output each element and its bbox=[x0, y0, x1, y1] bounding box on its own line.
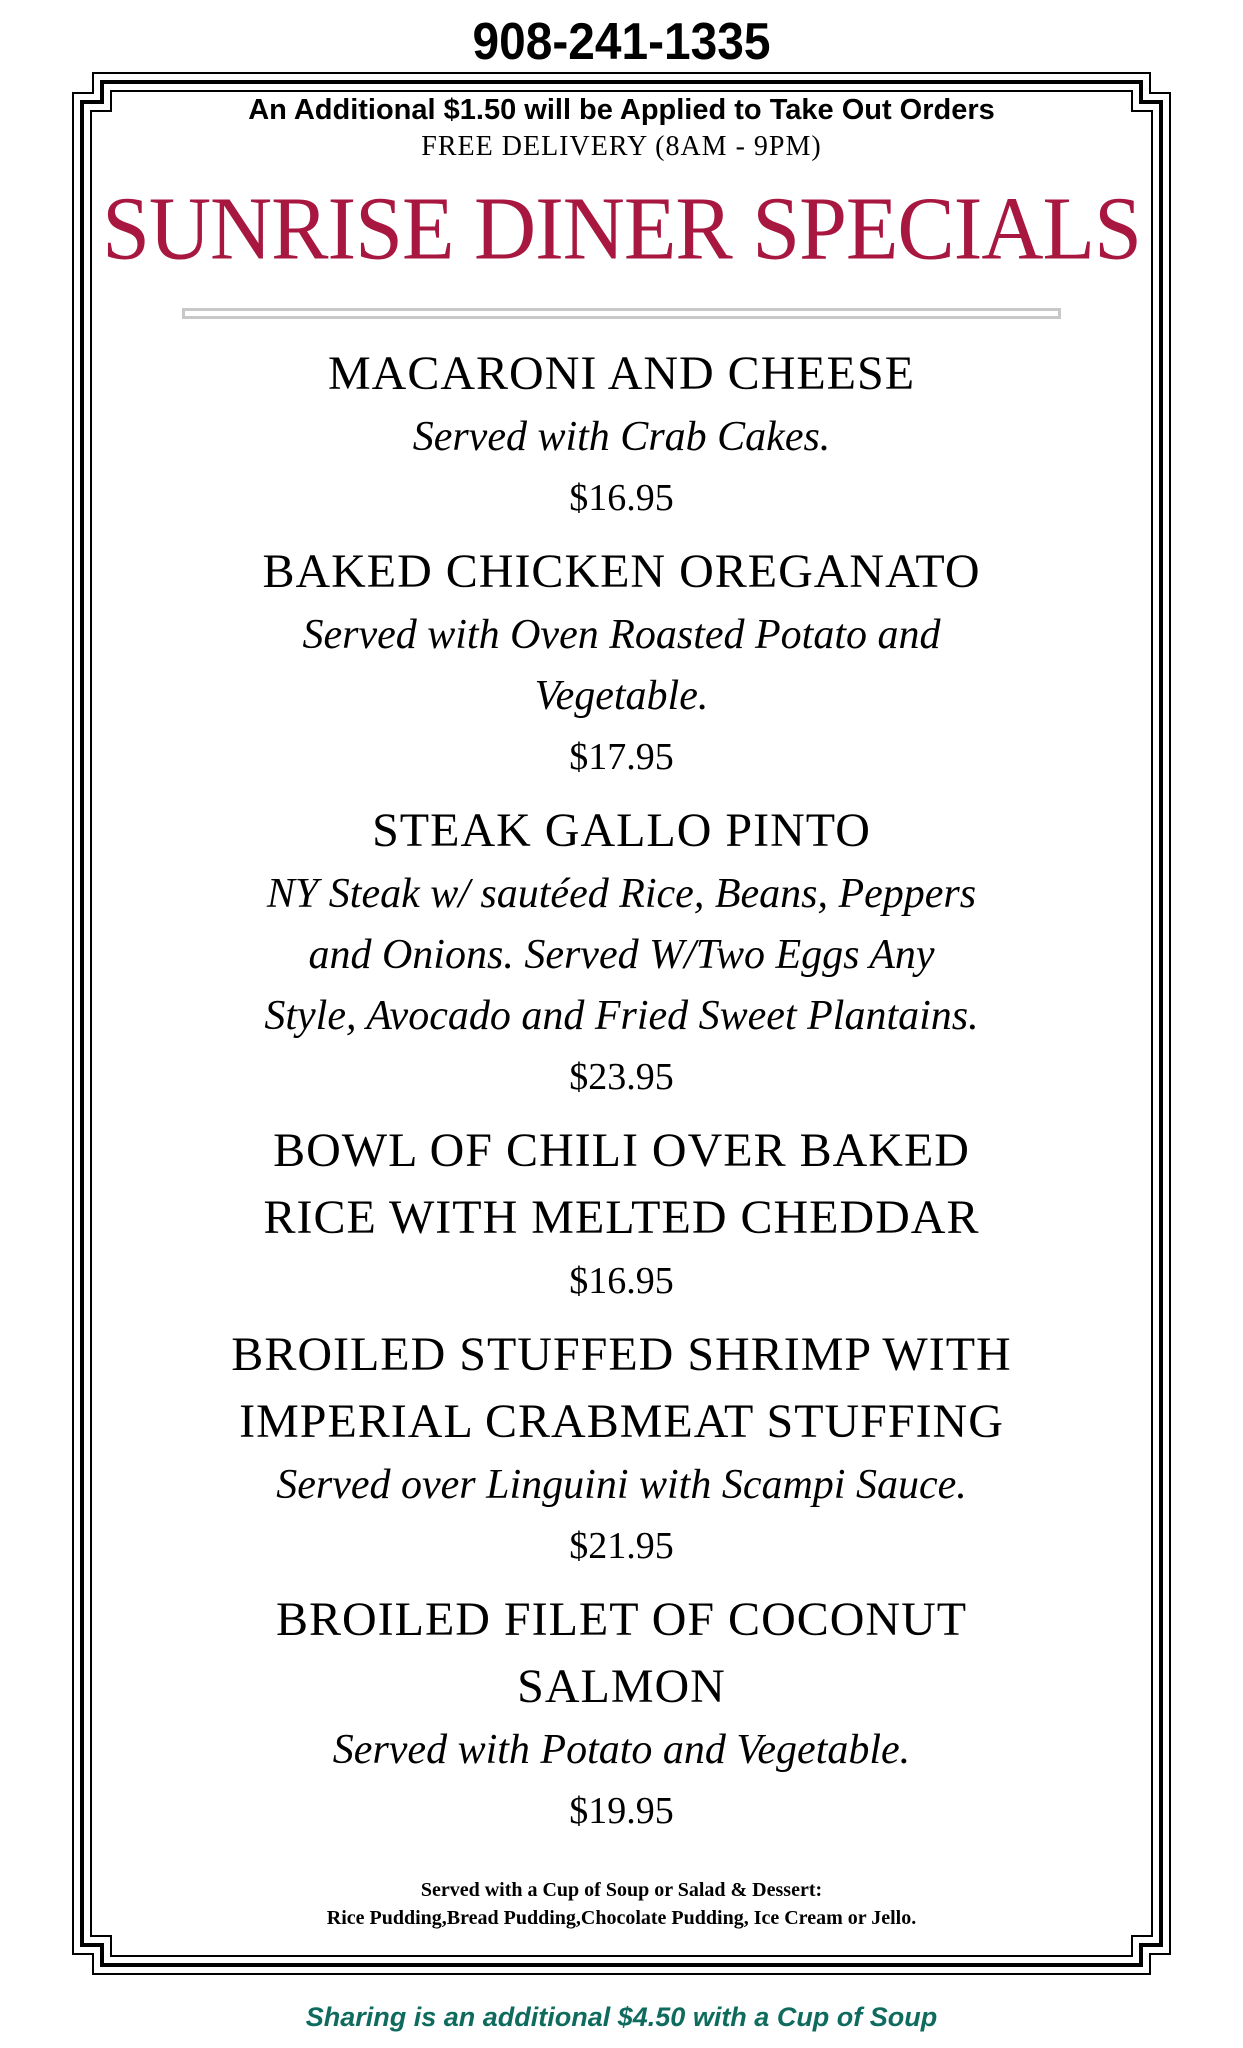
item-price: $23.95 bbox=[569, 1056, 674, 1098]
item-name: MACARONI AND CHEESE bbox=[327, 347, 916, 400]
menu-item bbox=[0, 1117, 1243, 1311]
item-name: BAKED CHICKEN OREGANATO bbox=[262, 545, 981, 598]
item-name: RICE WITH MELTED CHEDDAR bbox=[263, 1191, 980, 1244]
sharing-notice: Sharing is an additional $4.50 with a Cup of Soup bbox=[305, 2002, 938, 2032]
sides-note-line2: Rice Pudding,Bread Pudding,Chocolate Pudding, Ice Cream or Jello. bbox=[326, 1907, 917, 1929]
item-description: Served with Crab Cakes. bbox=[412, 414, 831, 460]
menu-item bbox=[0, 797, 1243, 1107]
item-name: BOWL OF CHILI OVER BAKED bbox=[273, 1124, 970, 1177]
item-name: SALMON bbox=[517, 1660, 726, 1713]
phone-number: 908-241-1335 bbox=[472, 13, 771, 71]
item-description: Served with Oven Roasted Potato and bbox=[302, 612, 941, 658]
title-divider bbox=[182, 308, 1061, 319]
item-description: Style, Avocado and Fried Sweet Plantains. bbox=[264, 993, 979, 1039]
item-name: IMPERIAL CRABMEAT STUFFING bbox=[239, 1395, 1004, 1448]
sides-note bbox=[0, 1876, 1243, 1932]
item-description: NY Steak w/ sautéed Rice, Beans, Peppers bbox=[266, 871, 977, 917]
item-price: $21.95 bbox=[569, 1525, 674, 1567]
item-name: STEAK GALLO PINTO bbox=[372, 804, 871, 857]
delivery-notice: FREE DELIVERY (8AM - 9PM) bbox=[421, 131, 822, 162]
item-description: Vegetable. bbox=[534, 673, 709, 719]
menu-item bbox=[0, 1321, 1243, 1576]
menu-item bbox=[0, 538, 1243, 787]
menu-title: SUNRISE DINER SPECIALS bbox=[102, 177, 1141, 279]
item-name: BROILED FILET OF COCONUT bbox=[275, 1593, 968, 1646]
item-description: Served with Potato and Vegetable. bbox=[332, 1727, 911, 1773]
item-price: $16.95 bbox=[569, 477, 674, 519]
item-name: BROILED STUFFED SHRIMP WITH bbox=[231, 1328, 1012, 1381]
item-description: and Onions. Served W/Two Eggs Any bbox=[308, 932, 935, 978]
specials-list bbox=[0, 340, 1243, 1851]
item-description: Served over Linguini with Scampi Sauce. bbox=[276, 1462, 967, 1508]
takeout-notice: An Additional $1.50 will be Applied to Take Out Orders bbox=[248, 94, 995, 126]
menu-item bbox=[0, 340, 1243, 528]
sides-note-line1: Served with a Cup of Soup or Salad & Dessert: bbox=[420, 1879, 823, 1901]
item-price: $19.95 bbox=[569, 1790, 674, 1832]
menu-item bbox=[0, 1586, 1243, 1841]
item-price: $17.95 bbox=[569, 736, 674, 778]
item-price: $16.95 bbox=[569, 1260, 674, 1302]
